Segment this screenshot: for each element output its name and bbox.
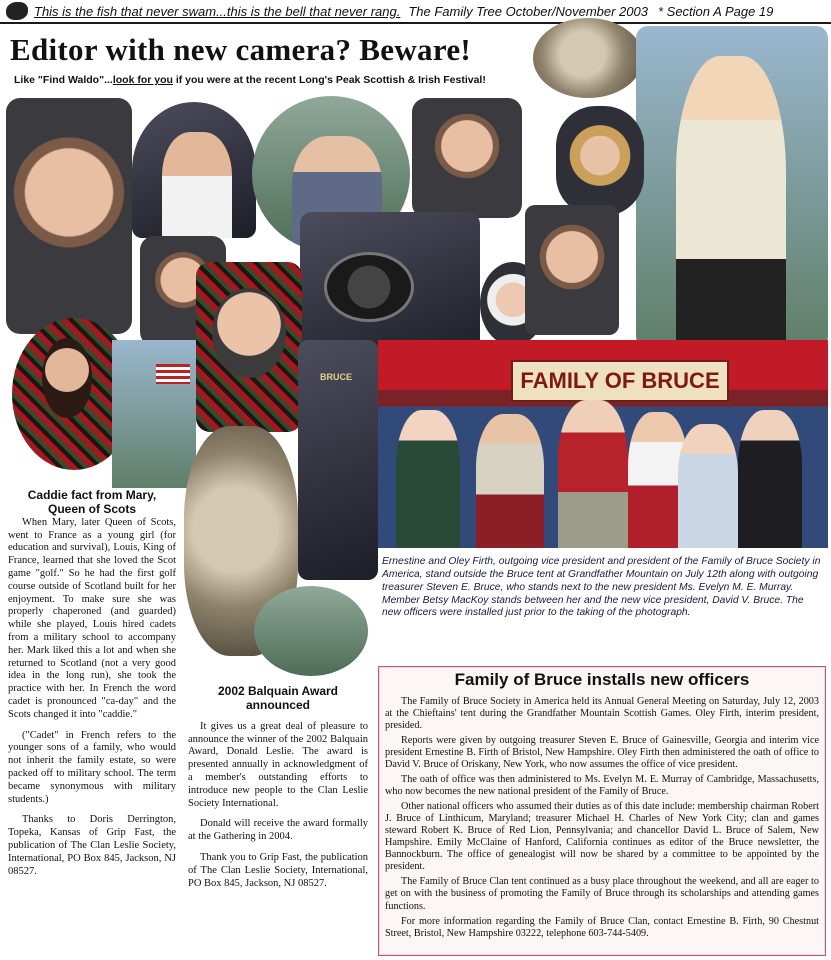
balquain-paragraph-3: Thank you to Grip Fast, the publication of The Clan Leslie Society, International, PO Box 845, Jackson, NJ 08527.: [188, 851, 368, 889]
balquain-paragraph-1: It gives us a great deal of pleasure to announce the winner of the 2002 Balquain Award, Donald Leslie. The award is presented annually in acknowledgment of a member's outstanding efforts to introduce new people to the Clan Leslie Society International.: [188, 720, 368, 809]
tent-person-5: [678, 424, 738, 548]
photo-bruce-drum: [298, 340, 378, 580]
caddie-paragraph-2: ("Cadet" in French refers to the younger sons of a family, who would not inherit the family estate, so were packed off to military school. The term became synonymous with military students.): [8, 729, 176, 805]
caddie-paragraph-1: When Mary, later Queen of Scots, went to France as a young girl (for education and survival), Louis, King of France, learned that she loved the Scot game "golf." So he had the first golf course outside of Scotland built for her enjoyment. To make sure she was properly chaperoned (and guarded) while she played, Louis hired cadets from a military school to accompany her. Mark liked this a lot and when she returned to Scotland (not a very good idea in the long run), she took the practice with her. In French the word cadet is pronounced "ca-day" and the Scots changed it into "caddie.": [8, 516, 176, 720]
officers-paragraph-3: The oath of office was then administered to Ms. Evelyn M. E. Murray of Cambridge, Massachusetts, who now becomes the new national president of the Family of Bruce.: [385, 774, 819, 798]
caddie-article: [8, 488, 176, 878]
caddie-title: Caddie fact from Mary, Queen of Scots: [27, 488, 157, 517]
page-subhead: [14, 74, 486, 86]
tent-person-6: [738, 410, 802, 548]
drum-shape: [324, 252, 414, 322]
officers-paragraph-4: Other national officers who assumed their duties as of this date include: membership chairman Robert J. Bruce of Linthicum, Maryland; treasurer Michael H. Charles of New York City; clan and games steward Robert K. Bruce of Red Lion, Pennsylvania; and chancellor David L. Bruce of Salem, New Hampshire. Emily McClaine of Hanford, California continues as editor of the Bruce newsletter, the Bannockburn. The office of genealogist will now be shared by a committee to be appointed by the president.: [385, 801, 819, 873]
photo-drummer-girl: [636, 26, 828, 348]
caddie-paragraph-3: Thanks to Doris Derrington, Topeka, Kansas of Grip Fast, the publication of The Clan Leslie Society, International, PO Box 845, Jackson, NJ 08527.: [8, 814, 176, 877]
officers-paragraph-5: The Family of Bruce Clan tent continued as a busy place throughout the weekend, and all are eager to get on with the business of promoting the Family of Bruce through its scholarships and attending games functions.: [385, 876, 819, 912]
officers-title: Family of Bruce installs new officers: [454, 670, 750, 689]
old-man-face: [212, 288, 286, 378]
subhead-after: if you were at the recent Long's Peak Scottish & Irish Festival!: [172, 74, 486, 86]
photo-woman-blonde: [556, 106, 644, 216]
officers-paragraph-1: The Family of Bruce Society in America held its Annual General Meeting on Saturday, July 12, 2003 at the Chieftains' tent during the Grandfather Mountain Scottish Games. Oley Firth, interim president, presided.: [385, 696, 819, 732]
header-tagline: This is the fish that never swam...this is the bell that never rang.: [34, 3, 401, 19]
officers-paragraph-6: For more information regarding the Family of Bruce Clan, contact Ernestine B. Firth, 90 Chestnut Street, Bristol, New Hampshire 03222, telephone 603-744-5409.: [385, 915, 819, 939]
officers-paragraph-2: Reports were given by outgoing treasurer Steven E. Bruce of Gainesville, Georgia and interim vice president Ernestine B. Firth of Bristol, New Hampshire. Oley Firth then administered the oath of office to David V. Bruce of Oriskany, New York, who now assumes the office of vice president.: [385, 735, 819, 771]
officers-article: [378, 666, 826, 956]
photo-caption: Ernestine and Oley Firth, outgoing vice president and president of the Family of Bruce Society in America, stand outside the Bruce tent at Grandfather Mountain on July 12th along with outgoing treasurer Steven E. Bruce, who stands next to the new president Ms. Evelyn M. E. Murray. Member Betsy MacKoy stands between her and the new vice president, David V. Bruce. The new officers were installed just prior to the taking of the photograph.: [382, 556, 821, 619]
balquain-title: 2002 Balquain Award announced: [217, 684, 339, 713]
photo-man-bonnet: [6, 98, 132, 334]
family-tree-logo-icon: [6, 2, 28, 20]
woman-tartan-face: [42, 338, 92, 418]
balquain-article: [188, 684, 368, 898]
tent-person-1: [396, 410, 460, 548]
photo-flag-crowd: [112, 340, 196, 488]
page-header: [0, 0, 831, 24]
balquain-paragraph-2: Donald will receive the award formally at the Gathering in 2004.: [188, 818, 368, 843]
photo-man-cap: [412, 98, 522, 218]
subhead-before: Like "Find Waldo"...: [14, 74, 113, 86]
photo-bruce-tent: [378, 340, 828, 548]
header-publication: The Family Tree October/November 2003: [408, 3, 648, 19]
flag-shape: [156, 364, 190, 384]
photo-man-sunglasses: [525, 205, 619, 335]
photo-boy: [132, 102, 256, 238]
tent-person-3: [558, 400, 628, 548]
header-section: * Section A Page 19: [657, 3, 774, 19]
girl-figure: [676, 56, 786, 346]
photo-old-man-glengarry: [196, 262, 302, 432]
page-headline: Editor with new camera? Beware!: [10, 32, 472, 67]
subhead-underlined: look for you: [112, 74, 173, 86]
bruce-drum-text: BRUCE: [320, 372, 353, 382]
tent-person-2: [476, 414, 544, 548]
photo-dog-top: [533, 18, 643, 98]
boy-figure: [162, 132, 232, 238]
photo-group-small: [254, 586, 368, 676]
tent-banner: FAMILY OF BRUCE: [511, 360, 729, 402]
